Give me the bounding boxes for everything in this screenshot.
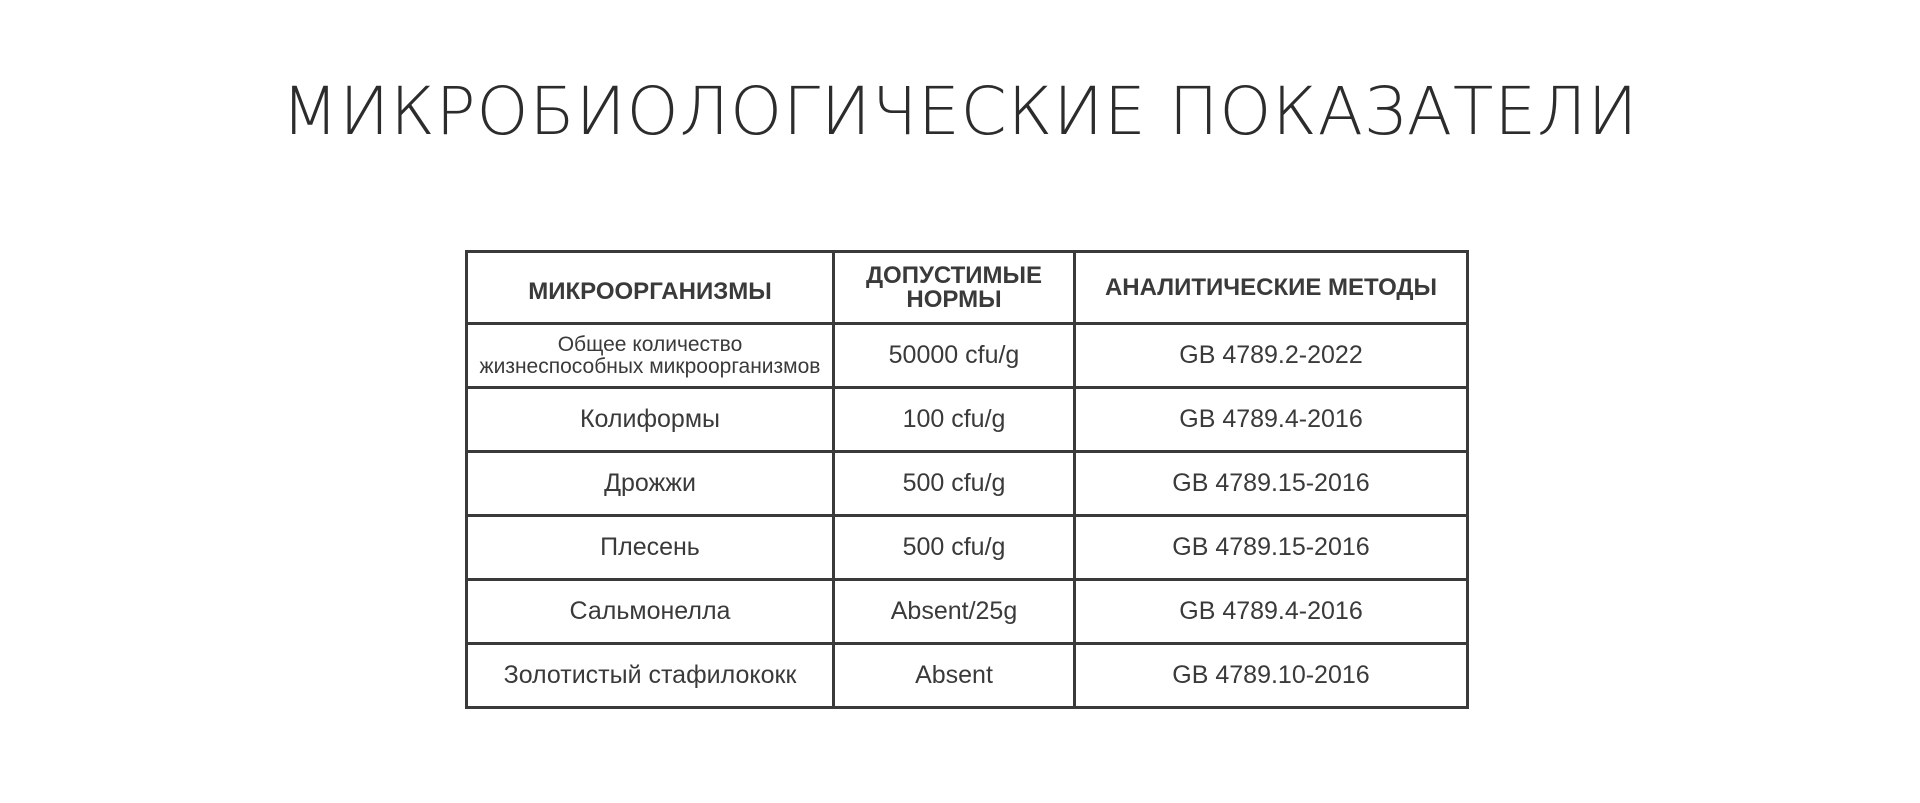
table-row	[467, 516, 1468, 580]
table-row	[467, 452, 1468, 516]
cell-microorganism: Дрожжи	[467, 452, 834, 516]
header-row	[467, 252, 1468, 324]
microbiology-table	[465, 250, 1469, 709]
page-title: МИКРОБИОЛОГИЧЕСКИЕ ПОКАЗАТЕЛИ	[281, 73, 1639, 150]
table-row	[467, 644, 1468, 708]
header-analytical-methods: АНАЛИТИЧЕСКИЕ МЕТОДЫ	[1075, 252, 1468, 324]
cell-microorganism: Колиформы	[467, 388, 834, 452]
cell-method: GB 4789.15-2016	[1075, 452, 1468, 516]
header-permissible-norms: ДОПУСТИМЫЕ НОРМЫ	[834, 252, 1075, 324]
microbiology-table-container	[465, 250, 1469, 709]
cell-microorganism: Золотистый стафилококк	[467, 644, 834, 708]
cell-microorganism: Сальмонелла	[467, 580, 834, 644]
header-microorganisms: МИКРООРГАНИЗМЫ	[467, 252, 834, 324]
cell-microorganism: Плесень	[467, 516, 834, 580]
cell-norm: Absent/25g	[834, 580, 1075, 644]
cell-method: GB 4789.4-2016	[1075, 580, 1468, 644]
cell-method: GB 4789.15-2016	[1075, 516, 1468, 580]
cell-norm: 50000 cfu/g	[834, 324, 1075, 388]
table-row	[467, 388, 1468, 452]
cell-norm: 500 cfu/g	[834, 452, 1075, 516]
cell-method: GB 4789.4-2016	[1075, 388, 1468, 452]
cell-norm: Absent	[834, 644, 1075, 708]
table-body	[467, 324, 1468, 708]
cell-method: GB 4789.10-2016	[1075, 644, 1468, 708]
table-header	[467, 252, 1468, 324]
cell-method: GB 4789.2-2022	[1075, 324, 1468, 388]
table-row	[467, 324, 1468, 388]
cell-norm: 500 cfu/g	[834, 516, 1075, 580]
table-row	[467, 580, 1468, 644]
cell-norm: 100 cfu/g	[834, 388, 1075, 452]
cell-microorganism: Общее количество жизнеспособных микроорганизмов	[467, 324, 834, 388]
